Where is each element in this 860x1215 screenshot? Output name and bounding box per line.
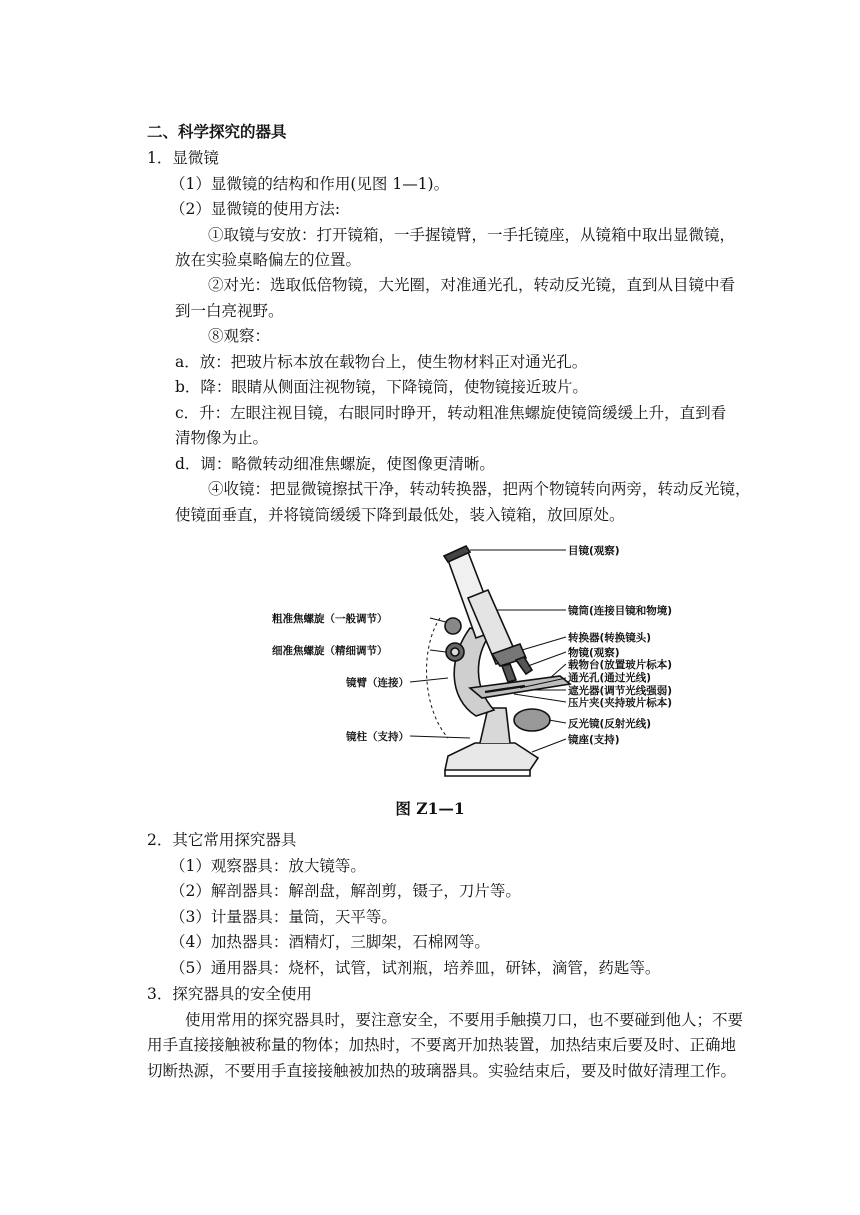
step1-line2: 放在实验桌略偏左的位置。 [175, 251, 362, 269]
label-aperture: 通光孔(通过光线) [568, 672, 652, 684]
step2-line2: 到一白亮视野。 [175, 302, 284, 320]
label-mirror: 反光镜(反射光线) [568, 718, 652, 730]
s1-p1: （1）显微镜的结构和作用(见图 1—1)。 [170, 175, 450, 193]
microscope-drawing [427, 546, 570, 776]
s3-para-line2: 用手直接接触被称量的物体；加热时，不要离开加热装置，加热结束后要及时、正确地 [147, 1036, 737, 1054]
microscope-figure [270, 538, 710, 788]
s2-item-5: （5）通用器具：烧杯，试管，试剂瓶，培养皿，研钵，滴管，药匙等。 [170, 959, 661, 977]
s3-heading: 3．探究器具的安全使用 [147, 985, 312, 1003]
figure-caption: 图 Z1—1 [395, 799, 465, 818]
label-base: 镜座(支持) [568, 734, 620, 746]
s3-para-line3: 切断热源，不要用手直接接触被加热的玻璃器具。实验结束后，要及时做好清理工作。 [147, 1062, 737, 1080]
label-nosepiece: 转换器(转换镜头) [568, 632, 652, 644]
section-title: 二、科学探究的器具 [147, 122, 287, 141]
label-stage: 载物台(放置玻片标本) [568, 659, 673, 671]
step3: ⑧观察： [208, 327, 271, 345]
step3-c-line2: 清物像为止。 [175, 429, 269, 447]
label-diaphragm: 遮光器(调节光线强弱) [568, 685, 673, 697]
step3-d: d．调：略微转动细准焦螺旋，使图像更清晰。 [175, 455, 495, 473]
step4-line1: ④收镜：把显微镜擦拭干净，转动转换器，把两个物镜转向两旁，转动反光镜， [208, 480, 751, 498]
s2-item-4: （4）加热器具：酒精灯，三脚架，石棉网等。 [170, 933, 490, 951]
step1-line1: ①取镜与安放：打开镜箱，一手握镜臂，一手托镜座，从镜箱中取出显微镜， [208, 226, 736, 244]
s1-heading: 1．显微镜 [147, 149, 219, 167]
s1-p2: （2）显微镜的使用方法: [170, 200, 341, 218]
label-tube: 镜筒(连接目镜和物境) [568, 605, 673, 617]
label-arm: 镜臂（连接） [346, 677, 409, 689]
step4-line2: 使镜面垂直，并将镜筒缓缓下降到最低处，装入镜箱，放回原处。 [175, 506, 625, 524]
label-stage-clip: 压片夹(夹持玻片标本) [568, 697, 673, 709]
s2-item-2: （2）解剖器具：解剖盘，解剖剪，镊子，刀片等。 [170, 882, 521, 900]
label-fine-focus: 细准焦螺旋（精细调节） [272, 645, 388, 657]
s2-heading: 2．其它常用探究器具 [147, 831, 297, 849]
label-objective: 物镜(观察) [568, 647, 620, 659]
step3-c-line1: c．升：左眼注视目镜，右眼同时睁开，转动粗准焦螺旋使镜筒缓缓上升，直到看 [175, 404, 727, 422]
s3-para-line1: 使用常用的探究器具时，要注意安全，不要用手触摸刀口，也不要碰到他人；不要 [185, 1011, 744, 1029]
s2-item-3: （3）计量器具：量筒，天平等。 [170, 908, 397, 926]
label-pillar: 镜柱（支持） [346, 731, 409, 743]
step3-a: a．放：把玻片标本放在载物台上，使生物材料正对通光孔。 [175, 353, 588, 371]
label-coarse-focus: 粗准焦螺旋（一般调节） [272, 613, 388, 625]
s2-item-1: （1）观察器具：放大镜等。 [170, 857, 366, 875]
step3-b: b．降：眼睛从侧面注视物镜，下降镜筒，使物镜接近玻片。 [175, 378, 588, 396]
label-eyepiece: 目镜(观察) [568, 545, 620, 557]
step2-line1: ②对光：选取低倍物镜，大光圈，对准通光孔，转动反光镜，直到从目镜中看 [208, 276, 736, 294]
